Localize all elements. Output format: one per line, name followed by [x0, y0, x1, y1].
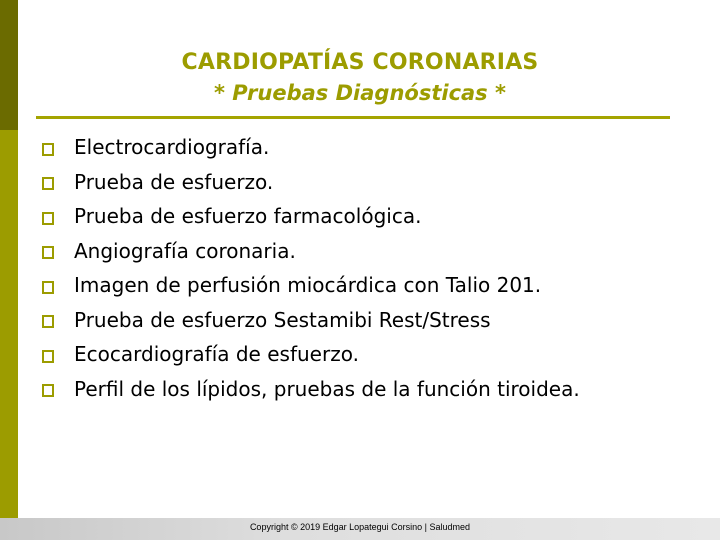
list-item — [42, 303, 580, 338]
list-item-text: Angiografía coronaria. — [74, 238, 296, 263]
copyright-text: Copyright © 2019 Edgar Lopategui Corsino | Saludmed — [249, 522, 471, 532]
list-item — [42, 268, 580, 303]
title-line-1: CARDIOPATÍAS CORONARIAS — [181, 50, 539, 75]
slide-title — [40, 48, 680, 108]
square-bullet-icon — [42, 350, 54, 363]
list-item — [42, 165, 580, 200]
list-item-text: Perfil de los lípidos, pruebas de la función tiroidea. — [74, 376, 580, 401]
square-bullet-icon — [42, 246, 54, 259]
title-line-2: * Pruebas Diagnósticas * — [214, 81, 506, 105]
list-item-text: Imagen de perfusión miocárdica con Talio 201. — [74, 273, 542, 298]
list-item-text: Prueba de esfuerzo Sestamibi Rest/Stress — [74, 307, 491, 332]
square-bullet-icon — [42, 177, 54, 190]
left-accent-bar-bottom — [0, 130, 18, 518]
list-item — [42, 234, 580, 269]
title-divider — [36, 116, 670, 119]
list-item — [42, 372, 580, 407]
bullet-list — [42, 130, 580, 406]
square-bullet-icon — [42, 384, 54, 397]
list-item-text: Ecocardiografía de esfuerzo. — [74, 342, 359, 367]
list-item — [42, 130, 580, 165]
list-item — [42, 337, 580, 372]
square-bullet-icon — [42, 315, 54, 328]
list-item-text: Prueba de esfuerzo. — [74, 169, 274, 194]
list-item — [42, 199, 580, 234]
square-bullet-icon — [42, 143, 54, 156]
list-item-text: Electrocardiografía. — [74, 135, 270, 160]
square-bullet-icon — [42, 212, 54, 225]
square-bullet-icon — [42, 281, 54, 294]
left-accent-bar-top — [0, 0, 18, 130]
list-item-text: Prueba de esfuerzo farmacológica. — [74, 204, 422, 229]
